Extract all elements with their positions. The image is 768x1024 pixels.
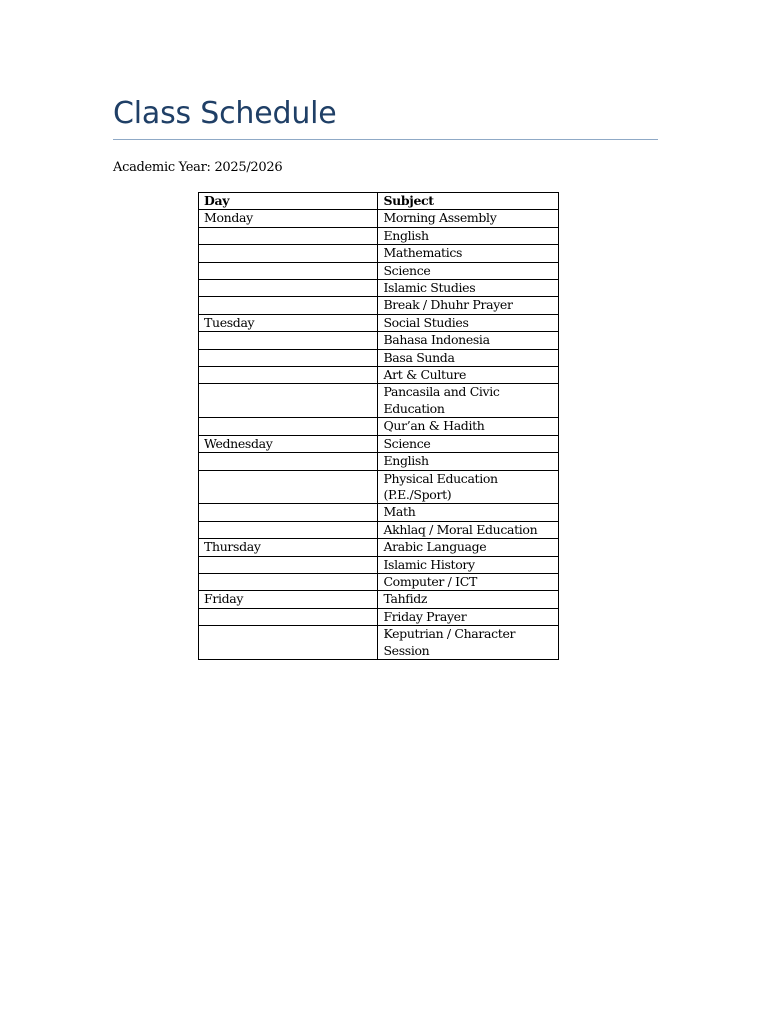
day-cell <box>199 262 378 279</box>
day-cell <box>199 573 378 590</box>
day-cell <box>199 556 378 573</box>
table-row <box>199 539 559 556</box>
schedule-table-body <box>199 210 559 660</box>
day-cell <box>199 227 378 244</box>
day-cell <box>199 245 378 262</box>
table-row <box>199 314 559 331</box>
table-row <box>199 418 559 435</box>
subject-cell: Bahasa Indonesia <box>378 332 559 349</box>
subject-cell: Science <box>378 435 559 452</box>
day-column-header: Day <box>199 193 378 210</box>
academic-year-text: Academic Year: 2025/2026 <box>113 160 283 175</box>
table-row <box>199 262 559 279</box>
day-cell <box>199 384 378 418</box>
day-cell <box>199 453 378 470</box>
subject-cell: Social Studies <box>378 314 559 331</box>
day-cell: Thursday <box>199 539 378 556</box>
day-cell <box>199 626 378 660</box>
day-cell <box>199 504 378 521</box>
day-cell <box>199 332 378 349</box>
table-row <box>199 435 559 452</box>
subject-cell: Keputrian / Character Session <box>378 626 559 660</box>
subject-cell: Math <box>378 504 559 521</box>
subject-cell: Science <box>378 262 559 279</box>
table-row <box>199 210 559 227</box>
table-row <box>199 608 559 625</box>
title-divider <box>113 139 658 140</box>
schedule-table-header <box>199 193 559 210</box>
subject-cell: English <box>378 227 559 244</box>
table-row <box>199 556 559 573</box>
table-row <box>199 280 559 297</box>
header-row <box>199 193 559 210</box>
table-row <box>199 504 559 521</box>
day-cell <box>199 367 378 384</box>
table-row <box>199 367 559 384</box>
subject-cell: Pancasila and Civic Education <box>378 384 559 418</box>
day-cell <box>199 608 378 625</box>
subject-cell: Art & Culture <box>378 367 559 384</box>
table-row <box>199 384 559 418</box>
day-cell <box>199 349 378 366</box>
subject-cell: Morning Assembly <box>378 210 559 227</box>
subject-cell: Friday Prayer <box>378 608 559 625</box>
subject-cell: English <box>378 453 559 470</box>
table-row <box>199 573 559 590</box>
day-cell: Wednesday <box>199 435 378 452</box>
subject-cell: Islamic History <box>378 556 559 573</box>
table-row <box>199 626 559 660</box>
subject-cell: Break / Dhuhr Prayer <box>378 297 559 314</box>
day-cell: Monday <box>199 210 378 227</box>
table-row <box>199 297 559 314</box>
day-cell <box>199 280 378 297</box>
day-cell <box>199 470 378 504</box>
subject-cell: Computer / ICT <box>378 573 559 590</box>
table-row <box>199 470 559 504</box>
day-cell: Friday <box>199 591 378 608</box>
table-row <box>199 349 559 366</box>
subject-column-header: Subject <box>378 193 559 210</box>
subject-cell: Basa Sunda <box>378 349 559 366</box>
day-cell <box>199 521 378 538</box>
page-title: Class Schedule <box>113 96 337 131</box>
table-row <box>199 332 559 349</box>
table-row <box>199 227 559 244</box>
subject-cell: Akhlaq / Moral Education <box>378 521 559 538</box>
subject-cell: Arabic Language <box>378 539 559 556</box>
schedule-table <box>198 192 559 660</box>
subject-cell: Mathematics <box>378 245 559 262</box>
day-cell <box>199 297 378 314</box>
table-row <box>199 591 559 608</box>
subject-cell: Qur’an & Hadith <box>378 418 559 435</box>
table-row <box>199 453 559 470</box>
table-row <box>199 245 559 262</box>
subject-cell: Tahfidz <box>378 591 559 608</box>
table-row <box>199 521 559 538</box>
day-cell <box>199 418 378 435</box>
day-cell: Tuesday <box>199 314 378 331</box>
subject-cell: Physical Education (P.E./Sport) <box>378 470 559 504</box>
subject-cell: Islamic Studies <box>378 280 559 297</box>
